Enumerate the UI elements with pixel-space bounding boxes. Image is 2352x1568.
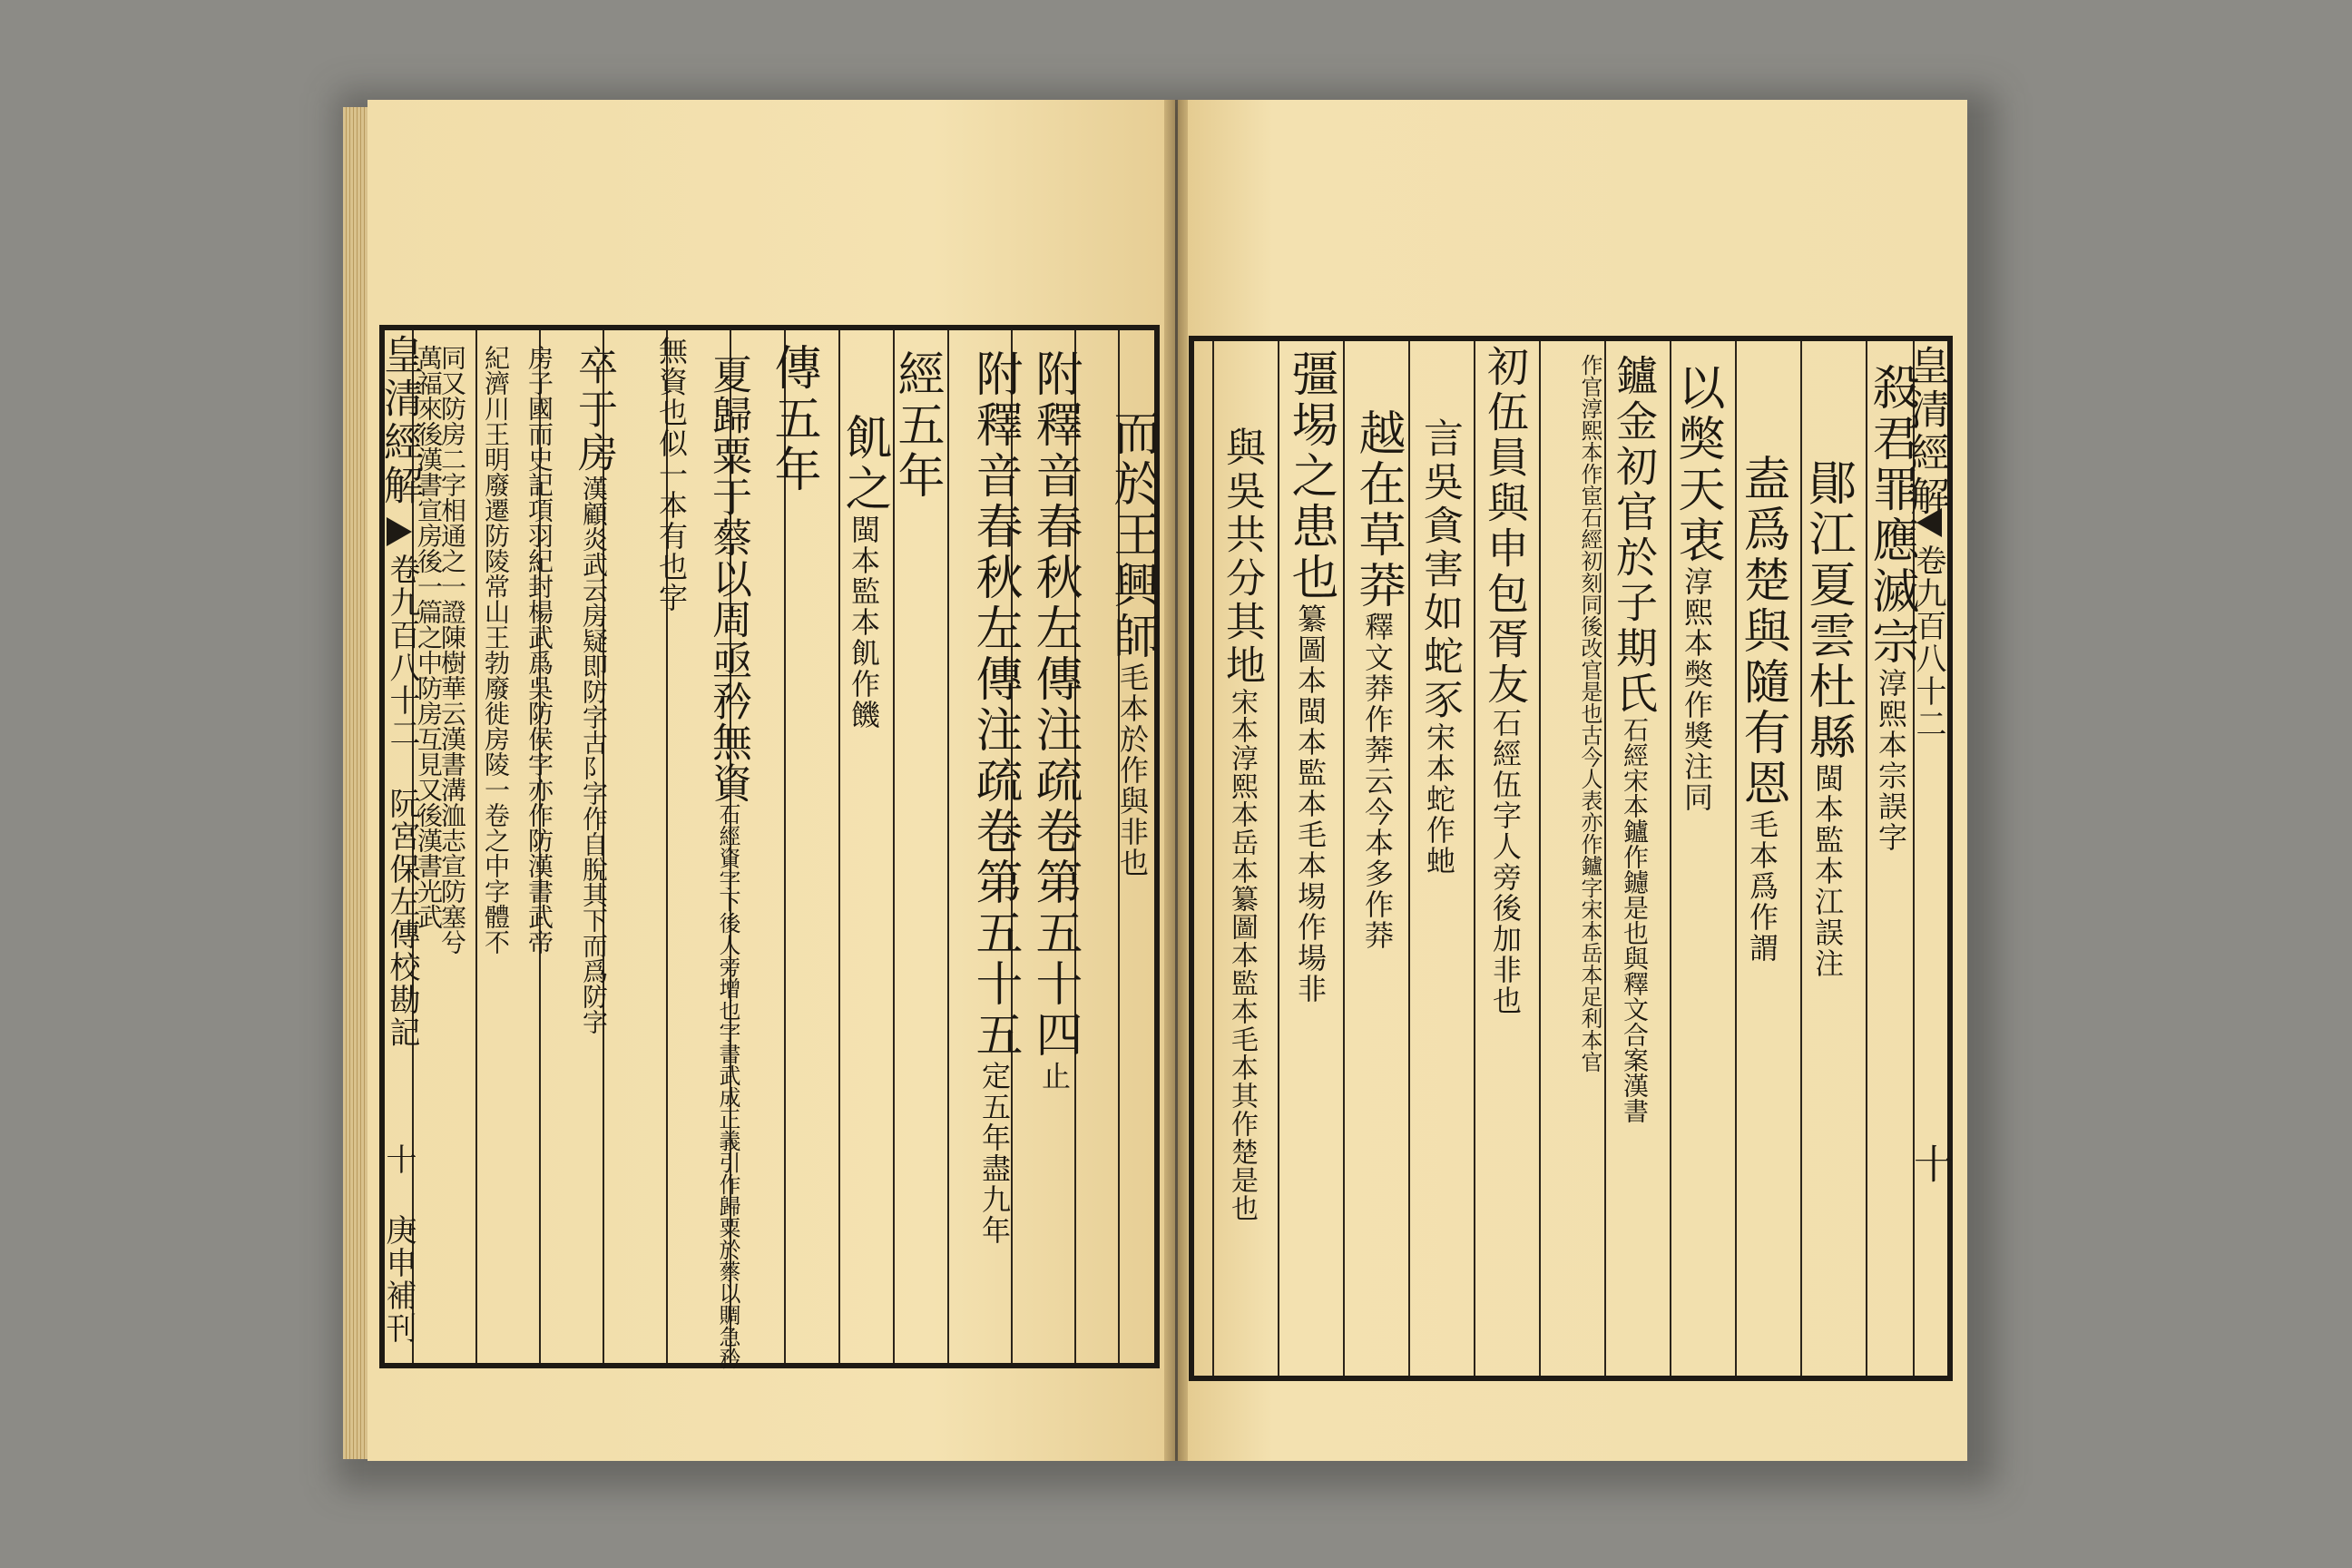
note-text: 毛本爲作謂 bbox=[1745, 809, 1779, 964]
right-col-8 bbox=[1416, 417, 1463, 877]
left-margin-footer: 十 庚申補刊 bbox=[380, 1143, 416, 1345]
main-text: 而於王興師 bbox=[1105, 408, 1160, 662]
main-text: 鑪金初官於子期氏 bbox=[1610, 354, 1659, 717]
fish-tail-mark bbox=[387, 517, 412, 546]
note-text: 定五年盡九年 bbox=[977, 1061, 1012, 1246]
left-col-1 bbox=[1105, 408, 1160, 878]
left-col-7 bbox=[705, 354, 751, 1369]
main-text: 越在草莽 bbox=[1350, 408, 1405, 612]
main-text: 初伍員與申包胥友 bbox=[1481, 345, 1530, 708]
note-text: 毛本於作與非也 bbox=[1115, 662, 1150, 878]
note-text: 紀濟川王明廢遷防陵常山王勃廢徙房陵一卷之中字體不 bbox=[481, 345, 511, 955]
right-margin-footer: 十 bbox=[1906, 1143, 1953, 1187]
right-margin-title: 皇清經解 bbox=[1903, 345, 1949, 519]
right-col-2 bbox=[1800, 458, 1855, 979]
left-margin-volume: 卷九百八十二 阮宮保左傳校勘記 bbox=[384, 554, 420, 1049]
note-text: 閩本監本飢作饑 bbox=[847, 514, 881, 730]
main-text: 夏歸粟于蔡以周亟矜無資 bbox=[705, 354, 751, 803]
right-col-7 bbox=[1481, 345, 1530, 1016]
note-text: 淳熙本宗誤字 bbox=[1874, 668, 1908, 853]
main-text: 卒于房 bbox=[571, 345, 617, 475]
note-text: 石經伍字人旁後加非也 bbox=[1488, 708, 1523, 1016]
right-col-3 bbox=[1735, 454, 1789, 964]
left-col-11 bbox=[481, 345, 511, 955]
main-text: 盍爲楚與隨有恩 bbox=[1735, 454, 1789, 809]
left-col-8 bbox=[654, 336, 689, 613]
book-gutter bbox=[1164, 100, 1188, 1461]
note-text: 宋本淳熙本岳本纂圖本監本毛本其作楚是也 bbox=[1226, 688, 1258, 1222]
main-text: 彊埸之患也 bbox=[1283, 349, 1338, 603]
main-text: 殺君罪應滅宗 bbox=[1864, 363, 1918, 668]
note-text: 淳熙本獘作獎注同 bbox=[1680, 566, 1714, 813]
left-col-2 bbox=[1027, 349, 1082, 1092]
right-margin-volume: 卷九百八十二 bbox=[1910, 544, 1946, 740]
right-col-10 bbox=[1283, 349, 1338, 1004]
right-col-1 bbox=[1864, 363, 1918, 853]
note-text: 止 bbox=[1037, 1061, 1072, 1092]
right-col-11 bbox=[1219, 426, 1265, 1222]
main-text: 言吳貪害如蛇豕 bbox=[1416, 417, 1463, 722]
main-text: 經五年 bbox=[889, 349, 944, 502]
main-text: 附釋音春秋左傳注疏卷第五十五 bbox=[967, 349, 1022, 1061]
right-col-9 bbox=[1350, 408, 1405, 951]
left-col-6 bbox=[766, 343, 820, 495]
note-text: 宋本蛇作虵 bbox=[1422, 722, 1456, 877]
left-col-9 bbox=[571, 345, 617, 1034]
right-col-4 bbox=[1670, 363, 1724, 813]
note-text: 纂圖本閩本監本毛本埸作場非 bbox=[1293, 603, 1328, 1004]
note-text: 作官淳熙本作宦石經初刻同後改官是也古今人表亦作鑪字宋本岳本足利本官 bbox=[1577, 354, 1602, 1073]
left-col-10 bbox=[526, 345, 552, 955]
left-col-13 bbox=[414, 345, 444, 929]
note-text: 房子國而史記項羽紀封楊武爲吳防侯字亦作防漢書武帝 bbox=[524, 345, 554, 955]
main-text: 鄖江夏雲杜縣 bbox=[1800, 458, 1855, 763]
note-text: 石經資字下後人旁增也字書武成正義引作歸粟於蔡以賙急矜 bbox=[715, 803, 740, 1369]
right-col-5 bbox=[1610, 354, 1659, 1123]
left-col-4 bbox=[889, 349, 944, 502]
main-text: 與吳共分其地 bbox=[1219, 426, 1265, 688]
note-text: 萬福來後漢書宣房後一篇之中防房互見又後漢書光武 bbox=[414, 345, 444, 929]
note-text: 閩本監本江誤注 bbox=[1810, 763, 1845, 979]
note-text: 同又防房二字相通之一證陳樹華云漢書溝洫志宣防塞兮 bbox=[437, 345, 467, 955]
page-edges bbox=[343, 107, 370, 1459]
main-text: 傳五年 bbox=[766, 343, 820, 495]
right-col-6 bbox=[1579, 354, 1601, 1073]
left-col-5 bbox=[837, 413, 891, 730]
left-col-3 bbox=[967, 349, 1022, 1246]
note-text: 釋文莽作莾云今本多作莽 bbox=[1360, 612, 1395, 951]
main-text: 飢之 bbox=[837, 413, 891, 514]
left-margin-title: 皇清經解 bbox=[377, 334, 423, 508]
main-text: 以獘天衷 bbox=[1670, 363, 1724, 566]
main-text: 附釋音春秋左傳注疏卷第五十四 bbox=[1027, 349, 1082, 1061]
note-text: 漢顧炎武云房疑即防字古阝字作自脫其下而爲防字 bbox=[579, 475, 609, 1034]
note-text: 無資也似一本有也字 bbox=[654, 336, 689, 613]
note-text: 石經宋本鑪作鑢是也與釋文合案漢書 bbox=[1620, 717, 1650, 1123]
fish-tail-mark bbox=[1916, 508, 1942, 537]
